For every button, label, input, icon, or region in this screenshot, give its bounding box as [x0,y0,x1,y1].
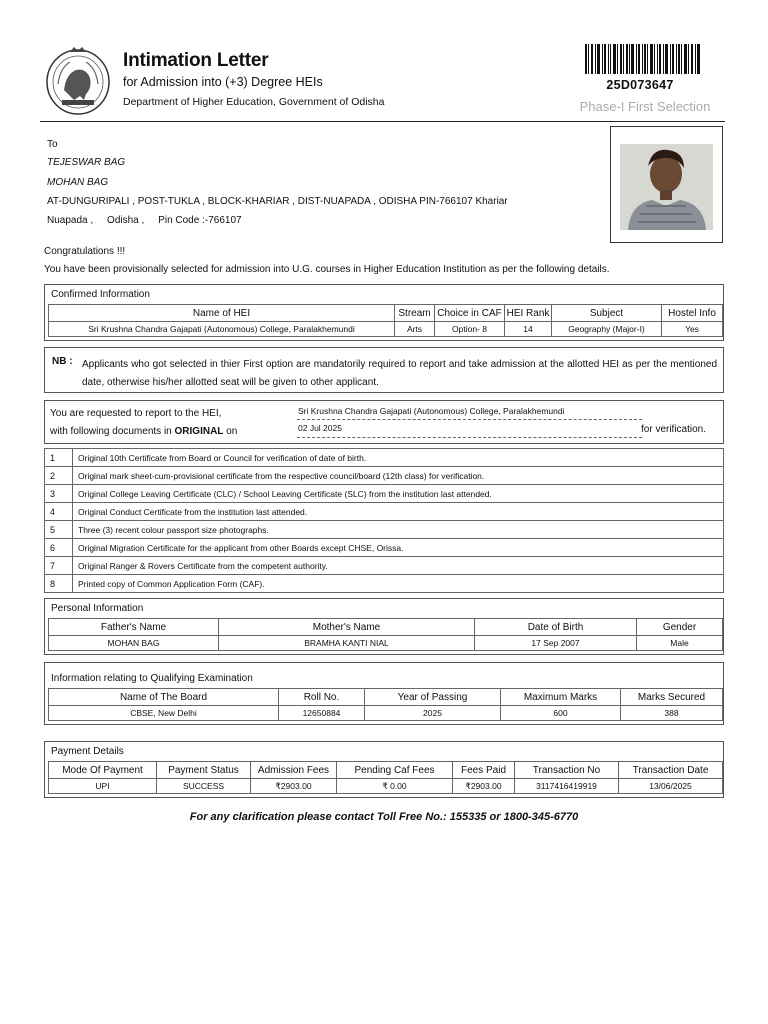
payment-details-table [48,761,723,794]
column-header: HEI Rank [505,305,552,322]
column-header: Subject [552,305,662,322]
year-cell: 2025 [365,706,501,721]
column-header: Choice in CAF [435,305,505,322]
column-header: Father's Name [49,619,219,636]
document-text: Original Ranger & Rovers Certificate from the competent authority. [73,557,724,575]
report-original-label: ORIGINAL [174,426,224,437]
roll-no-cell: 12650884 [279,706,365,721]
document-text: Original mark sheet-cum-provisional certificate from the respective council/board (12th class) for verification. [73,467,724,485]
choice-cell: Option- 8 [435,322,505,337]
gender-cell: Male [637,636,723,651]
application-number: 25D073647 [606,78,674,92]
confirmed-information-section [44,284,724,341]
report-hei-name: Sri Krushna Chandra Gajapati (Autonomous) College, Paralakhemundi [298,406,565,416]
list-item [45,521,724,539]
selection-phase: Phase-I First Selection [579,99,711,114]
column-header: Roll No. [279,689,365,706]
hei-name-cell: Sri Krushna Chandra Gajapati (Autonomous) College, Paralakhemundi [49,322,395,337]
personal-information-title: Personal Information [51,603,144,614]
nb-notice [44,347,724,393]
subject-cell: Geography (Major-I) [552,322,662,337]
list-item [45,449,724,467]
hei-rank-cell: 14 [505,322,552,337]
payment-mode-cell: UPI [49,779,157,794]
column-header: Transaction No [515,762,619,779]
qualifying-exam-title: Information relating to Qualifying Examination [51,673,253,684]
candidate-photo [620,144,713,230]
selection-message: You have been provisionally selected for admission into U.G. courses in Higher Education Institution as per the following details. [44,264,610,275]
document-number: 1 [45,449,73,467]
helpline-note: For any clarification please contact Toll Free No.: 155335 or 1800-345-6770 [189,811,579,823]
list-item [45,485,724,503]
list-item [45,539,724,557]
table-header-row [49,305,723,322]
table-row [49,779,723,794]
stream-cell: Arts [395,322,435,337]
column-header: Admission Fees [251,762,337,779]
letter-header [40,40,725,122]
column-header: Mode Of Payment [49,762,157,779]
divider [297,437,642,438]
max-marks-cell: 600 [501,706,621,721]
qualifying-exam-section [44,662,724,725]
column-header: Payment Status [157,762,251,779]
father-name-cell: MOHAN BAG [49,636,219,651]
document-text: Three (3) recent colour passport size photographs. [73,521,724,539]
required-documents-list [44,448,724,593]
column-header: Mother's Name [219,619,475,636]
odisha-emblem-icon [44,44,112,116]
barcode-icon [585,44,700,74]
column-header: Hostel Info [662,305,723,322]
report-documents-text [50,426,237,437]
divider [297,419,642,420]
table-header-row [49,689,723,706]
document-text: Original Conduct Certificate from the institution last attended. [73,503,724,521]
column-header: Name of HEI [49,305,395,322]
fees-paid-cell: ₹2903.00 [453,779,515,794]
personal-information-table [48,618,723,651]
document-number: 7 [45,557,73,575]
board-cell: CBSE, New Delhi [49,706,279,721]
document-number: 3 [45,485,73,503]
department-name: Department of Higher Education, Government of Odisha [123,96,385,108]
payment-details-section [44,741,724,798]
list-item [45,557,724,575]
nb-label: NB : [52,356,73,367]
column-header: Year of Passing [365,689,501,706]
list-item [45,467,724,485]
address-line-2: Nuapada , Odisha , Pin Code :-766107 [47,215,242,226]
congratulations-text: Congratulations !!! [44,246,126,257]
column-header: Name of The Board [49,689,279,706]
confirmed-information-title: Confirmed Information [51,289,150,300]
mother-name-cell: BRAMHA KANTI NIAL [219,636,475,651]
document-number: 2 [45,467,73,485]
transaction-date-cell: 13/06/2025 [619,779,723,794]
qualifying-exam-table [48,688,723,721]
report-documents-suffix: on [223,426,238,437]
verification-text: for verification. [641,424,707,435]
table-header-row [49,762,723,779]
document-text: Original 10th Certificate from Board or Council for verification of date of birth. [73,449,724,467]
address-to: To [47,139,58,150]
document-number: 6 [45,539,73,557]
document-number: 4 [45,503,73,521]
letter-title: Intimation Letter [123,50,269,71]
column-header: Marks Secured [621,689,723,706]
dob-cell: 17 Sep 2007 [475,636,637,651]
reporting-details [44,400,724,444]
personal-information-section [44,598,724,655]
marks-secured-cell: 388 [621,706,723,721]
table-row [49,706,723,721]
address-line-1: AT-DUNGURIPALI , POST-TUKLA , BLOCK-KHARIAR , DIST-NUAPADA , ODISHA PIN-766107 Khariar [47,196,508,207]
document-text: Original Migration Certificate for the applicant from other Boards except CHSE, Orissa. [73,539,724,557]
table-header-row [49,619,723,636]
document-number: 5 [45,521,73,539]
guardian-name: MOHAN BAG [47,177,109,188]
column-header: Maximum Marks [501,689,621,706]
hostel-cell: Yes [662,322,723,337]
nb-text: Applicants who got selected in thier First option are mandatorily required to report and take admission at the allotted HEI as per the mentioned date, otherwise his/her allotted seat will be given to other applicant. [82,359,717,388]
admission-fees-cell: ₹2903.00 [251,779,337,794]
column-header: Fees Paid [453,762,515,779]
document-text: Original College Leaving Certificate (CLC) / School Leaving Certificate (SLC) from the institution last attended. [73,485,724,503]
candidate-name: TEJESWAR BAG [47,157,126,168]
confirmed-information-table [48,304,723,337]
payment-status-cell: SUCCESS [157,779,251,794]
report-request-text: You are requested to report to the HEI, [50,408,222,419]
transaction-no-cell: 3117416419919 [515,779,619,794]
list-item [45,575,724,593]
report-date: 02 Jul 2025 [298,423,342,433]
candidate-photo-frame [610,126,723,243]
column-header: Transaction Date [619,762,723,779]
column-header: Stream [395,305,435,322]
column-header: Date of Birth [475,619,637,636]
list-item [45,503,724,521]
column-header: Pending Caf Fees [337,762,453,779]
document-number: 8 [45,575,73,593]
report-documents-prefix: with following documents in [50,426,175,437]
payment-details-title: Payment Details [51,746,124,757]
pending-caf-fees-cell: ₹ 0.00 [337,779,453,794]
document-text: Printed copy of Common Application Form (CAF). [73,575,724,593]
column-header: Gender [637,619,723,636]
table-row [49,322,723,337]
letter-subtitle: for Admission into (+3) Degree HEIs [123,75,323,89]
table-row [49,636,723,651]
